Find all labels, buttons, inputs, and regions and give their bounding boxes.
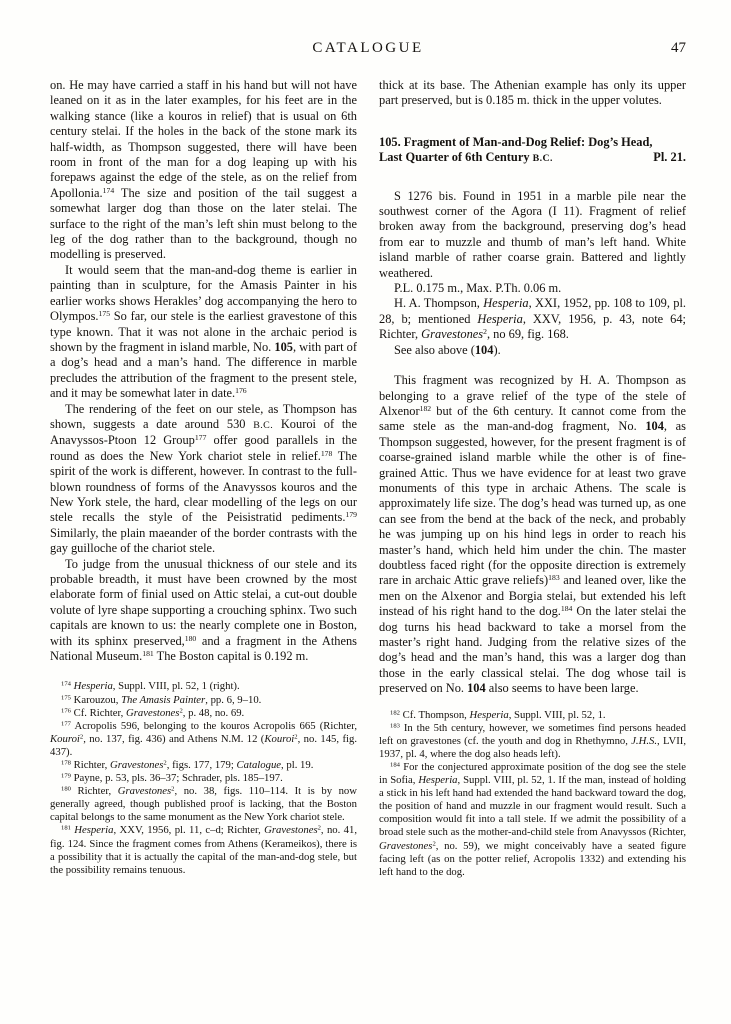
text-run: Gravestones [126, 706, 180, 719]
footnote [379, 761, 686, 879]
footnote-ref: 180 [61, 785, 71, 793]
text-run: , XXI, 1952, pp. 108 to 109, pl. 28, b; mentioned [379, 296, 686, 326]
footnote-ref: 174 [102, 186, 115, 195]
text-run: Richter, [70, 759, 110, 771]
paragraph [379, 189, 686, 281]
left-column [50, 78, 357, 879]
text-run: , XXV, 1956, p. 43, note 64; Richter, [379, 311, 686, 342]
footnote-ref: 2 [179, 707, 183, 715]
text-run: B.C. [253, 419, 274, 431]
text-run: So far, our stele is the earliest gravestone of this type known. That it was not alone in the archaic period is shown by the fragment in island marble, No. [50, 309, 357, 354]
text-run: Gravestones [264, 824, 318, 837]
footnote-ref: 184 [560, 604, 573, 614]
text-run: Kouroi [264, 732, 295, 745]
paragraph [50, 263, 357, 402]
text-run: ). [493, 342, 501, 357]
footnote-ref: 178 [320, 448, 333, 458]
paragraph [379, 78, 686, 109]
text-run: 104 [645, 419, 664, 434]
text-run: , LVII, 1937, pl. 4, where the dog also heads left). [379, 734, 686, 760]
vertical-gap [379, 167, 686, 189]
text-run: thick at its base. The Athenian example has only its upper part preserved, but is 0.185 m. thick in the upper volutes. [379, 78, 686, 108]
footnote-ref: 2 [317, 825, 321, 833]
footnote [50, 759, 357, 772]
footnote-ref: 179 [61, 772, 71, 780]
text-run: S 1276 bis. Found in 1951 in a marble pile near the southwest corner of the Agora (I 11). Fragment of relief broken away from the background, preserving dog’s head from ear to muzzle and thumb of man’s left hand. White island marble of rather coarse grain. Battered and lightly weathered. [379, 188, 686, 280]
text-run: To judge from the unusual thickness of our stele and its probable breadth, it must have been crowned by the most elaborate form of finial used on Attic stelai, a cut-out double volute of lyre shape supporting a crouching sphinx. Two such capitals are known to us: the nearly complete one in Boston, with its sphinx preserved, [50, 556, 357, 648]
text-run: 104 [467, 681, 486, 696]
text-run: The spirit of the work is different, however. In contrast to the full-blown roundness of forms of the Anavyssos kouros and the New York stele, the hard, clear modelling of the legs on our stele recalls the style of the Peisistratid pediments. [50, 448, 357, 525]
footnote-ref: 182 [419, 404, 432, 414]
text-run: , pp. 6, 9–10. [205, 693, 262, 706]
footnote-ref: 2 [79, 733, 84, 741]
footnote [50, 772, 357, 785]
footnote-ref: 178 [61, 759, 71, 767]
footnote [50, 720, 357, 759]
text-run: B.C. [532, 153, 553, 165]
text-run: Hesperia [73, 680, 113, 693]
footnote-ref: 2 [432, 840, 436, 848]
text-run: Hesperia [74, 824, 114, 837]
text-run: , no. 145, fig. 437). [50, 732, 357, 758]
text-run: The size and position of the tail suggest a somewhat larger dog than those on the later stelai. The surface to the right of the man’s left shin must belong to the leg of the dog rather than to the background, though no modelling is preserved. [50, 185, 357, 262]
text-run: 105. Fragment of Man-and-Dog Relief: Dog’s Head, [379, 134, 653, 149]
text-run: Karouzou, [70, 693, 122, 706]
text-run: J.H.S. [631, 734, 658, 747]
footnote-ref: 175 [61, 694, 71, 702]
text-run: Richter, [70, 785, 118, 798]
entry-heading-line2 [379, 150, 686, 166]
footnote-ref: 174 [61, 681, 71, 689]
text-run: The rendering of the feet on our stele, as Thompson has shown, suggests a date around 530 [50, 401, 357, 431]
text-run: 104 [474, 342, 494, 357]
text-run: on. He may have carried a staff in his hand but will not have leaned on it as in the later examples, for his feet are in the walking stance (like a kouros in relief) that is usual on 6th century stelai. If the holes in the back of the stone mark its half-width, as Thompson suggested, there will have been room in front of the man for a dog leaping up with his forepaws against the edge of the stele, as on the relief from Apollonia. [50, 78, 357, 200]
text-run: , as Thompson suggested, however, for the present fragment is of coarse-grained island marble while the other is of fine-grained Attic. Thus we have evidence for at least two grave monuments of this type in archaic Athens. The scale is approximately life size. The dog’s head was turned up, as one can see from the bend at the back of the neck, and probably he was jumping up on his hind legs in order to reach his master’s hand, which held him under the chin. The master doubtless faced right (for the opposite direction is extremely rare in archaic Attic grave reliefs) [379, 419, 686, 588]
vertical-gap [50, 664, 357, 680]
text-run: , Suppl. VIII, pl. 52, 1. [508, 708, 606, 721]
footnote-ref: 183 [548, 573, 560, 583]
vertical-gap [379, 697, 686, 709]
paragraph [379, 281, 686, 296]
text-run: and leaned over, like the men on the Alxenor and Borgia stelai, but extended his left instead of his right hand to the dog. [379, 573, 686, 619]
catalogue-entry-heading [379, 135, 686, 167]
text-run: Cf. Richter, [70, 706, 127, 719]
text-run: In the 5th century, however, we sometimes find persons headed left on gravestones (cf. the youth and dog in Rhethymno, [379, 721, 686, 747]
text-run: Gravestones [421, 327, 484, 342]
text-run: The Boston capital is 0.192 m. [153, 649, 309, 664]
text-run: , figs. 177, 179; [166, 759, 237, 771]
text-run: , pl. 19. [281, 759, 314, 771]
text-run: It would seem that the man-and-dog theme is earlier in painting than in sculpture, for the Amasis Painter in his earlier works shows Herakles’ dog accompanying the hero to Olympos. [50, 262, 357, 324]
footnote-ref: 2 [171, 785, 175, 793]
text-run: H. A. Thompson, [394, 296, 484, 311]
paragraph [50, 557, 357, 665]
paragraph [50, 402, 357, 557]
text-run: Cf. Thompson, [399, 708, 470, 721]
right-column [379, 78, 686, 879]
paragraph [379, 373, 686, 697]
text-run: Hesperia [477, 311, 523, 326]
paragraph [50, 78, 357, 263]
text-run: For the conjectured approximate position of the dog see the stele in Sofia, [379, 761, 686, 787]
text-run: Acropolis 596, belonging to the kouros Acropolis 665 (Richter, [70, 719, 357, 732]
footnote-ref: 2 [483, 327, 487, 337]
paragraph [379, 343, 686, 358]
text-run: but of the 6th century. It cannot come from the same stele as the man-and-dog fragment, No. [379, 403, 686, 434]
running-head: CATALOGUE [312, 40, 424, 56]
text-run: Gravestones [379, 839, 433, 852]
vertical-gap [379, 358, 686, 373]
two-column-text [50, 78, 686, 879]
footnote [50, 785, 357, 824]
footnote [50, 707, 357, 720]
footnote-ref: 181 [142, 649, 154, 659]
text-run: , Suppl. VIII, pl. 52, 1 (right). [112, 680, 240, 693]
footnote-ref: 181 [61, 825, 71, 833]
text-run: See also above ( [394, 342, 475, 357]
footnote-ref: 177 [194, 433, 207, 443]
footnote-ref: 2 [163, 759, 167, 767]
text-run: offer good parallels in the round as does the New York chariot stele in relief. [50, 433, 357, 463]
vertical-gap [379, 109, 686, 135]
text-run: and a fragment in the Athens National Museum. [50, 633, 357, 664]
text-run: This fragment was recognized by H. A. Thompson as belonging to a grave relief of the type of the stele of Alxenor [379, 373, 686, 418]
text-run: Catalogue [236, 759, 282, 771]
text-run: Kouroi of the Anavyssos-Ptoon 12 Group [50, 416, 357, 448]
text-run: Hesperia [483, 296, 529, 311]
plate-reference: Pl. 21. [653, 150, 686, 165]
text-run: , no. 38, figs. 110–114. It is by now generally agreed, though published proof is lacking, that the Boston capital belongs to the same monument as the New York chariot stele. [50, 785, 357, 824]
text-run: Kouroi [50, 732, 80, 745]
text-run: , no. 137, fig. 436) and Athens N.M. 12 ( [83, 732, 265, 745]
text-run: Gravestones [109, 759, 164, 771]
text-run: P.L. 0.175 m., Max. P.Th. 0.06 m. [394, 281, 562, 296]
text-run: Hesperia [469, 708, 509, 721]
text-run: Last Quarter of 6th Century [379, 150, 533, 165]
text-run: The Amasis Painter [121, 693, 206, 706]
entry-date [379, 150, 553, 166]
page-header [50, 40, 686, 62]
text-run: , no. 59), we might conceivably have a seated figure facing left (as on the potter relief, Acropolis 1332) and extending his left hand to the dog. [379, 839, 686, 878]
text-run: , no 69, fig. 168. [486, 327, 569, 342]
footnote-ref: 180 [184, 633, 197, 643]
footnote-ref: 179 [345, 510, 357, 520]
text-run: On the later stelai the dog turns his head backward to take a morsel from the master’s right hand. Judging from the relative sizes of the dog’s head and the man’s hand, this was a larger dog than those in the early classical stelai. The dog whose tail is preserved on No. [379, 604, 686, 696]
text-run: 105 [274, 339, 293, 354]
text-run: , no. 41, fig. 124. Since the fragment comes from Athens (Kerameikos), there is a possibility that it is actually the capital of the man-and-dog stele, but the possibility remains tenuous. [50, 824, 358, 876]
text-run: also seems to have been large. [485, 681, 639, 696]
entry-heading-line1 [379, 135, 686, 150]
paragraph [379, 296, 686, 342]
footnote-ref: 182 [390, 709, 400, 717]
footnote [379, 709, 686, 722]
text-run: , p. 48, no. 69. [182, 706, 245, 719]
footnote-ref: 184 [390, 761, 400, 769]
page-number: 47 [671, 40, 686, 56]
footnote [50, 824, 357, 876]
text-run: Payne, p. 53, pls. 36–37; Schrader, pls. 185–197. [70, 772, 283, 785]
text-run: Gravestones [117, 785, 172, 798]
footnote-ref: 177 [61, 720, 71, 728]
footnote-ref: 175 [98, 309, 111, 319]
text-run: , Suppl. VIII, pl. 52, 1. If the man, instead of holding a stick in his left hand had extended the hand backward toward the dog, the position of hand and muzzle in our fragment would result. Such a composition would fit into a tall stele. If we admit the possibility of a broad stele such as the mother-and-child stele from Anavyssos (Richter, [379, 774, 686, 839]
text-run: , with part of a dog’s head and a man’s hand. The difference in marble precludes the attribution of the fragment to the present stele, and it may be somewhat later in date. [50, 339, 357, 401]
footnote [50, 680, 357, 693]
footnote-ref: 183 [390, 722, 400, 730]
footnote-ref: 176 [235, 386, 247, 396]
footnote [50, 694, 357, 707]
footnote-ref: 2 [294, 733, 298, 741]
text-run: Hesperia [418, 774, 458, 787]
footnote-ref: 176 [61, 707, 71, 715]
text-run: , XXV, 1956, pl. 11, c–d; Richter, [113, 824, 265, 837]
footnote [379, 722, 686, 761]
text-run: Similarly, the plain maeander of the border contrasts with the gay guilloche of the chariot stele. [50, 525, 357, 556]
